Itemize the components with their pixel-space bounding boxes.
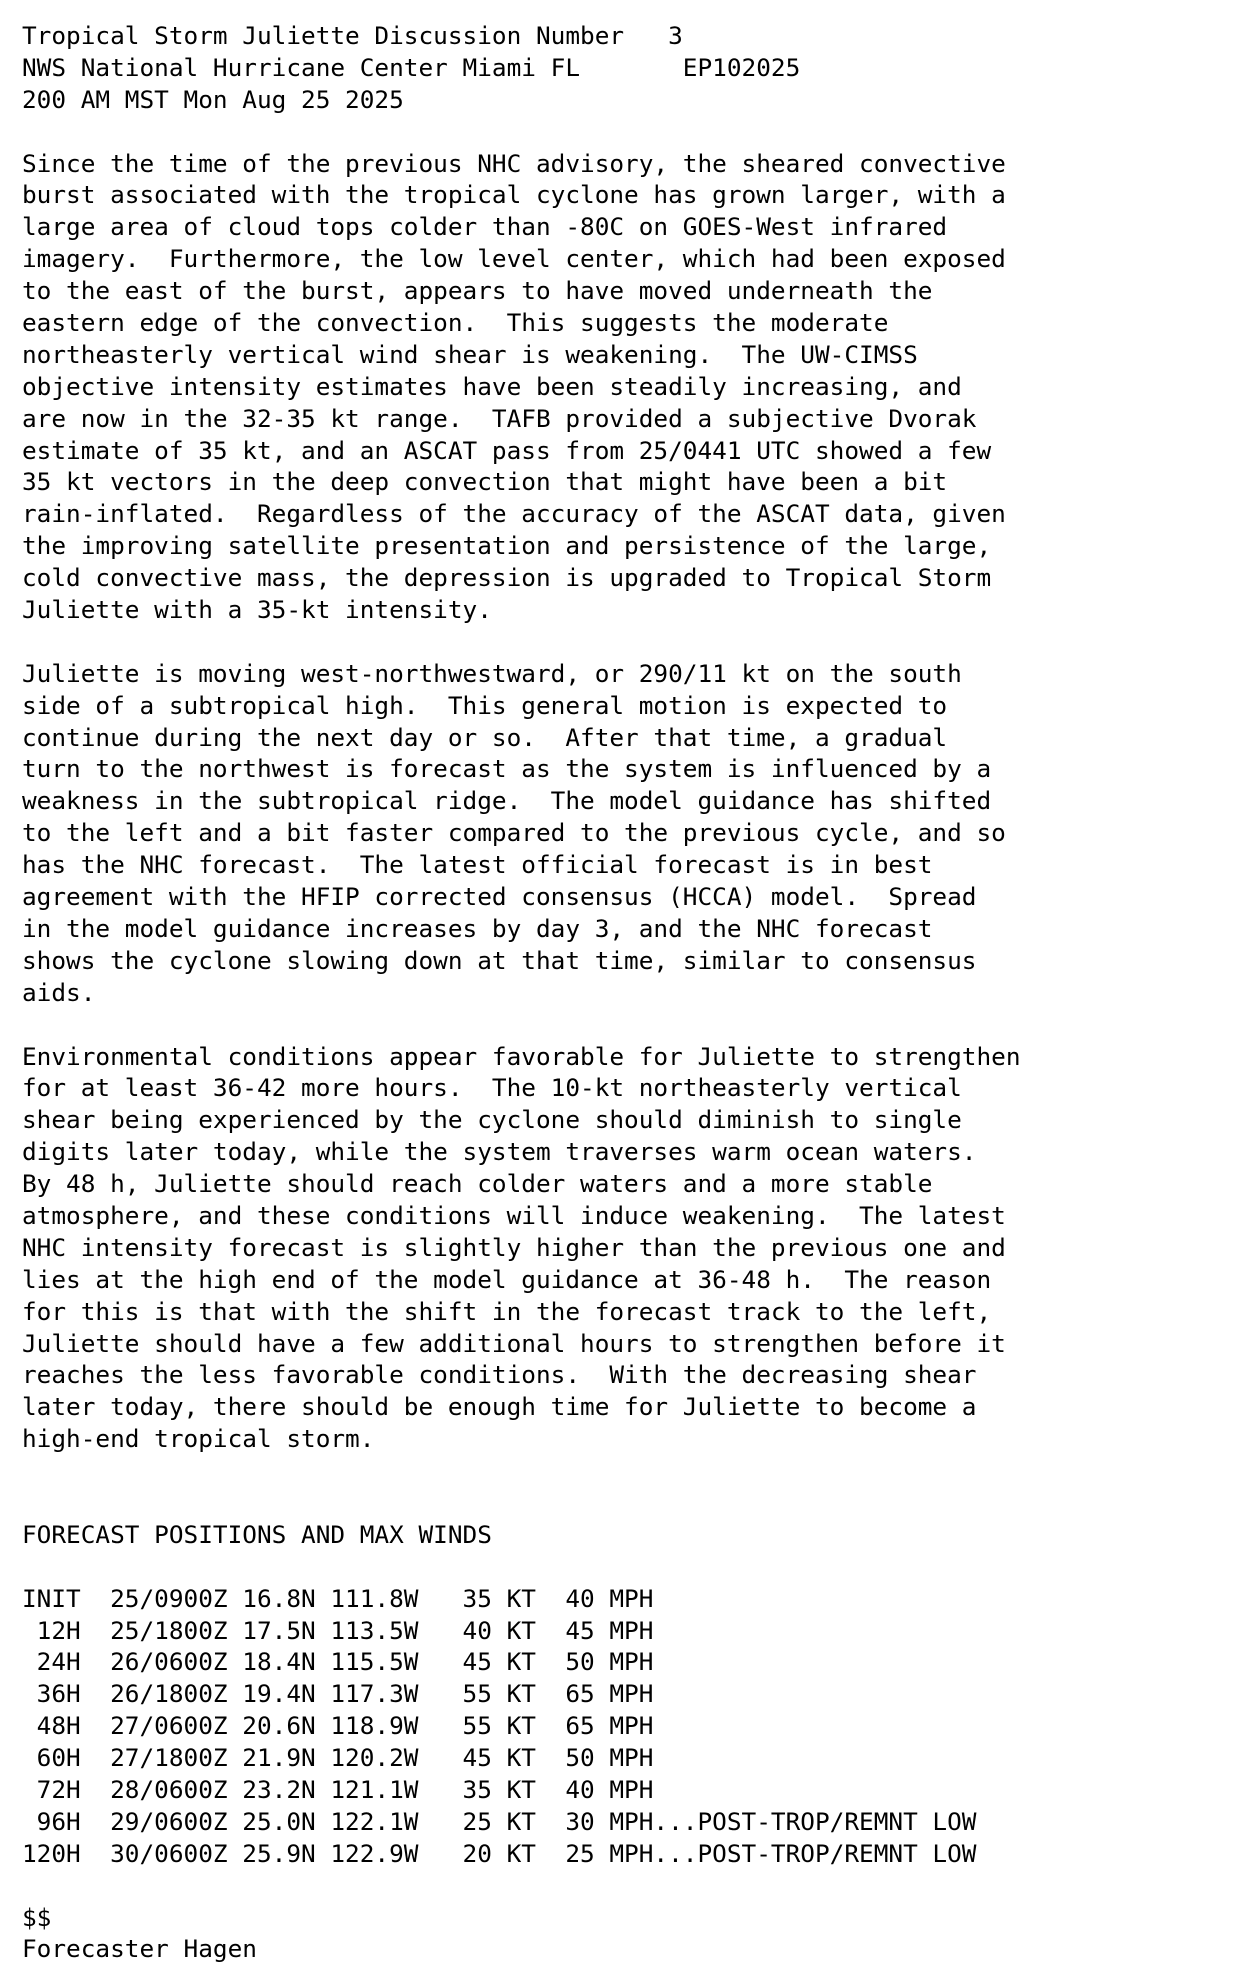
text-line: NHC intensity forecast is slightly higher than the previous one and <box>22 1232 1006 1262</box>
text-line: 35 kt vectors in the deep convection that might have been a bit <box>22 467 948 497</box>
forecast-row: 48H 27/0600Z 20.6N 118.9W 55 KT 65 MPH <box>22 1711 654 1741</box>
text-line: high-end tropical storm. <box>22 1424 375 1454</box>
text-line: Since the time of the previous NHC advisory, the sheared convective <box>22 148 1006 178</box>
text-line: continue during the next day or so. After that time, a gradual <box>22 722 948 752</box>
text-line: to the east of the burst, appears to have moved underneath the <box>22 276 933 306</box>
blank-line <box>22 626 1242 658</box>
paragraph-intensity-forecast <box>22 1041 1242 1456</box>
forecast-row: INIT 25/0900Z 16.8N 111.8W 35 KT 40 MPH <box>22 1583 654 1613</box>
header-title-line: Tropical Storm Juliette Discussion Number 3 <box>22 21 683 50</box>
text-line: shows the cyclone slowing down at that time, similar to consensus <box>22 945 977 975</box>
blank-line <box>22 116 1242 148</box>
text-line: northeasterly vertical wind shear is weakening. The UW-CIMSS <box>22 339 918 369</box>
text-line: for at least 36-42 more hours. The 10-kt northeasterly vertical <box>22 1073 962 1103</box>
forecast-row: 96H 29/0600Z 25.0N 122.1W 25 KT 30 MPH...POST-TROP/REMNT LOW <box>22 1806 977 1836</box>
text-line: to the left and a bit faster compared to the previous cycle, and so <box>22 818 1006 848</box>
text-line: large area of cloud tops colder than -80C on GOES-West infrared <box>22 212 948 242</box>
forecast-row: 60H 27/1800Z 21.9N 120.2W 45 KT 50 MPH <box>22 1743 654 1773</box>
text-line: side of a subtropical high. This general motion is expected to <box>22 690 948 720</box>
text-line: estimate of 35 kt, and an ASCAT pass from 25/0441 UTC showed a few <box>22 435 992 465</box>
text-line: digits later today, while the system traverses warm ocean waters. <box>22 1137 977 1167</box>
forecast-table <box>22 1583 1242 1870</box>
text-line: Juliette should have a few additional hours to strengthen before it <box>22 1328 1006 1358</box>
header-date-line: 200 AM MST Mon Aug 25 2025 <box>22 84 404 114</box>
forecast-row: 36H 26/1800Z 19.4N 117.3W 55 KT 65 MPH <box>22 1679 654 1709</box>
text-line: weakness in the subtropical ridge. The model guidance has shifted <box>22 786 992 816</box>
header-office-line: NWS National Hurricane Center Miami FL EP102025 <box>22 52 801 82</box>
text-line: are now in the 32-35 kt range. TAFB provided a subjective Dvorak <box>22 403 977 433</box>
header-block <box>22 20 1242 116</box>
forecast-row: 12H 25/1800Z 17.5N 113.5W 40 KT 45 MPH <box>22 1615 654 1645</box>
blank-line <box>22 1870 1242 1902</box>
discussion-document <box>22 20 1242 1965</box>
paragraph-track-forecast <box>22 658 1242 1009</box>
text-line: eastern edge of the convection. This suggests the moderate <box>22 308 889 338</box>
text-line: burst associated with the tropical cyclone has grown larger, with a <box>22 180 1006 210</box>
text-line: atmosphere, and these conditions will induce weakening. The latest <box>22 1200 1006 1230</box>
text-line: By 48 h, Juliette should reach colder waters and a more stable <box>22 1169 933 1199</box>
end-marker: $$ <box>22 1902 52 1932</box>
text-line: turn to the northwest is forecast as the system is influenced by a <box>22 754 992 784</box>
text-line: agreement with the HFIP corrected consensus (HCCA) model. Spread <box>22 882 977 912</box>
text-line: Juliette with a 35-kt intensity. <box>22 595 492 625</box>
forecast-row: 72H 28/0600Z 23.2N 121.1W 35 KT 40 MPH <box>22 1774 654 1804</box>
text-line: cold convective mass, the depression is upgraded to Tropical Storm <box>22 563 992 593</box>
text-line: Juliette is moving west-northwestward, or 290/11 kt on the south <box>22 658 962 688</box>
blank-line <box>22 1487 1242 1519</box>
forecast-row: 24H 26/0600Z 18.4N 115.5W 45 KT 50 MPH <box>22 1647 654 1677</box>
paragraph-intensity-analysis <box>22 148 1242 626</box>
forecast-table-title: FORECAST POSITIONS AND MAX WINDS <box>22 1519 492 1549</box>
text-line: imagery. Furthermore, the low level center, which had been exposed <box>22 244 1006 274</box>
text-line: reaches the less favorable conditions. With the decreasing shear <box>22 1360 977 1390</box>
forecast-row: 120H 30/0600Z 25.9N 122.9W 20 KT 25 MPH...POST-TROP/REMNT LOW <box>22 1838 977 1868</box>
text-line: the improving satellite presentation and persistence of the large, <box>22 531 992 561</box>
forecaster-signature: Forecaster Hagen <box>22 1934 257 1964</box>
text-line: objective intensity estimates have been steadily increasing, and <box>22 371 962 401</box>
text-line: later today, there should be enough time for Juliette to become a <box>22 1392 977 1422</box>
text-line: has the NHC forecast. The latest official forecast is in best <box>22 850 933 880</box>
text-line: Environmental conditions appear favorable for Juliette to strengthen <box>22 1041 1021 1071</box>
text-line: in the model guidance increases by day 3, and the NHC forecast <box>22 913 933 943</box>
text-line: aids. <box>22 977 96 1007</box>
text-line: for this is that with the shift in the forecast track to the left, <box>22 1296 992 1326</box>
text-line: rain-inflated. Regardless of the accuracy of the ASCAT data, given <box>22 499 1006 529</box>
blank-line <box>22 1551 1242 1583</box>
text-line: shear being experienced by the cyclone should diminish to single <box>22 1105 962 1135</box>
blank-line <box>22 1455 1242 1487</box>
text-line: lies at the high end of the model guidance at 36-48 h. The reason <box>22 1264 992 1294</box>
blank-line <box>22 1009 1242 1041</box>
